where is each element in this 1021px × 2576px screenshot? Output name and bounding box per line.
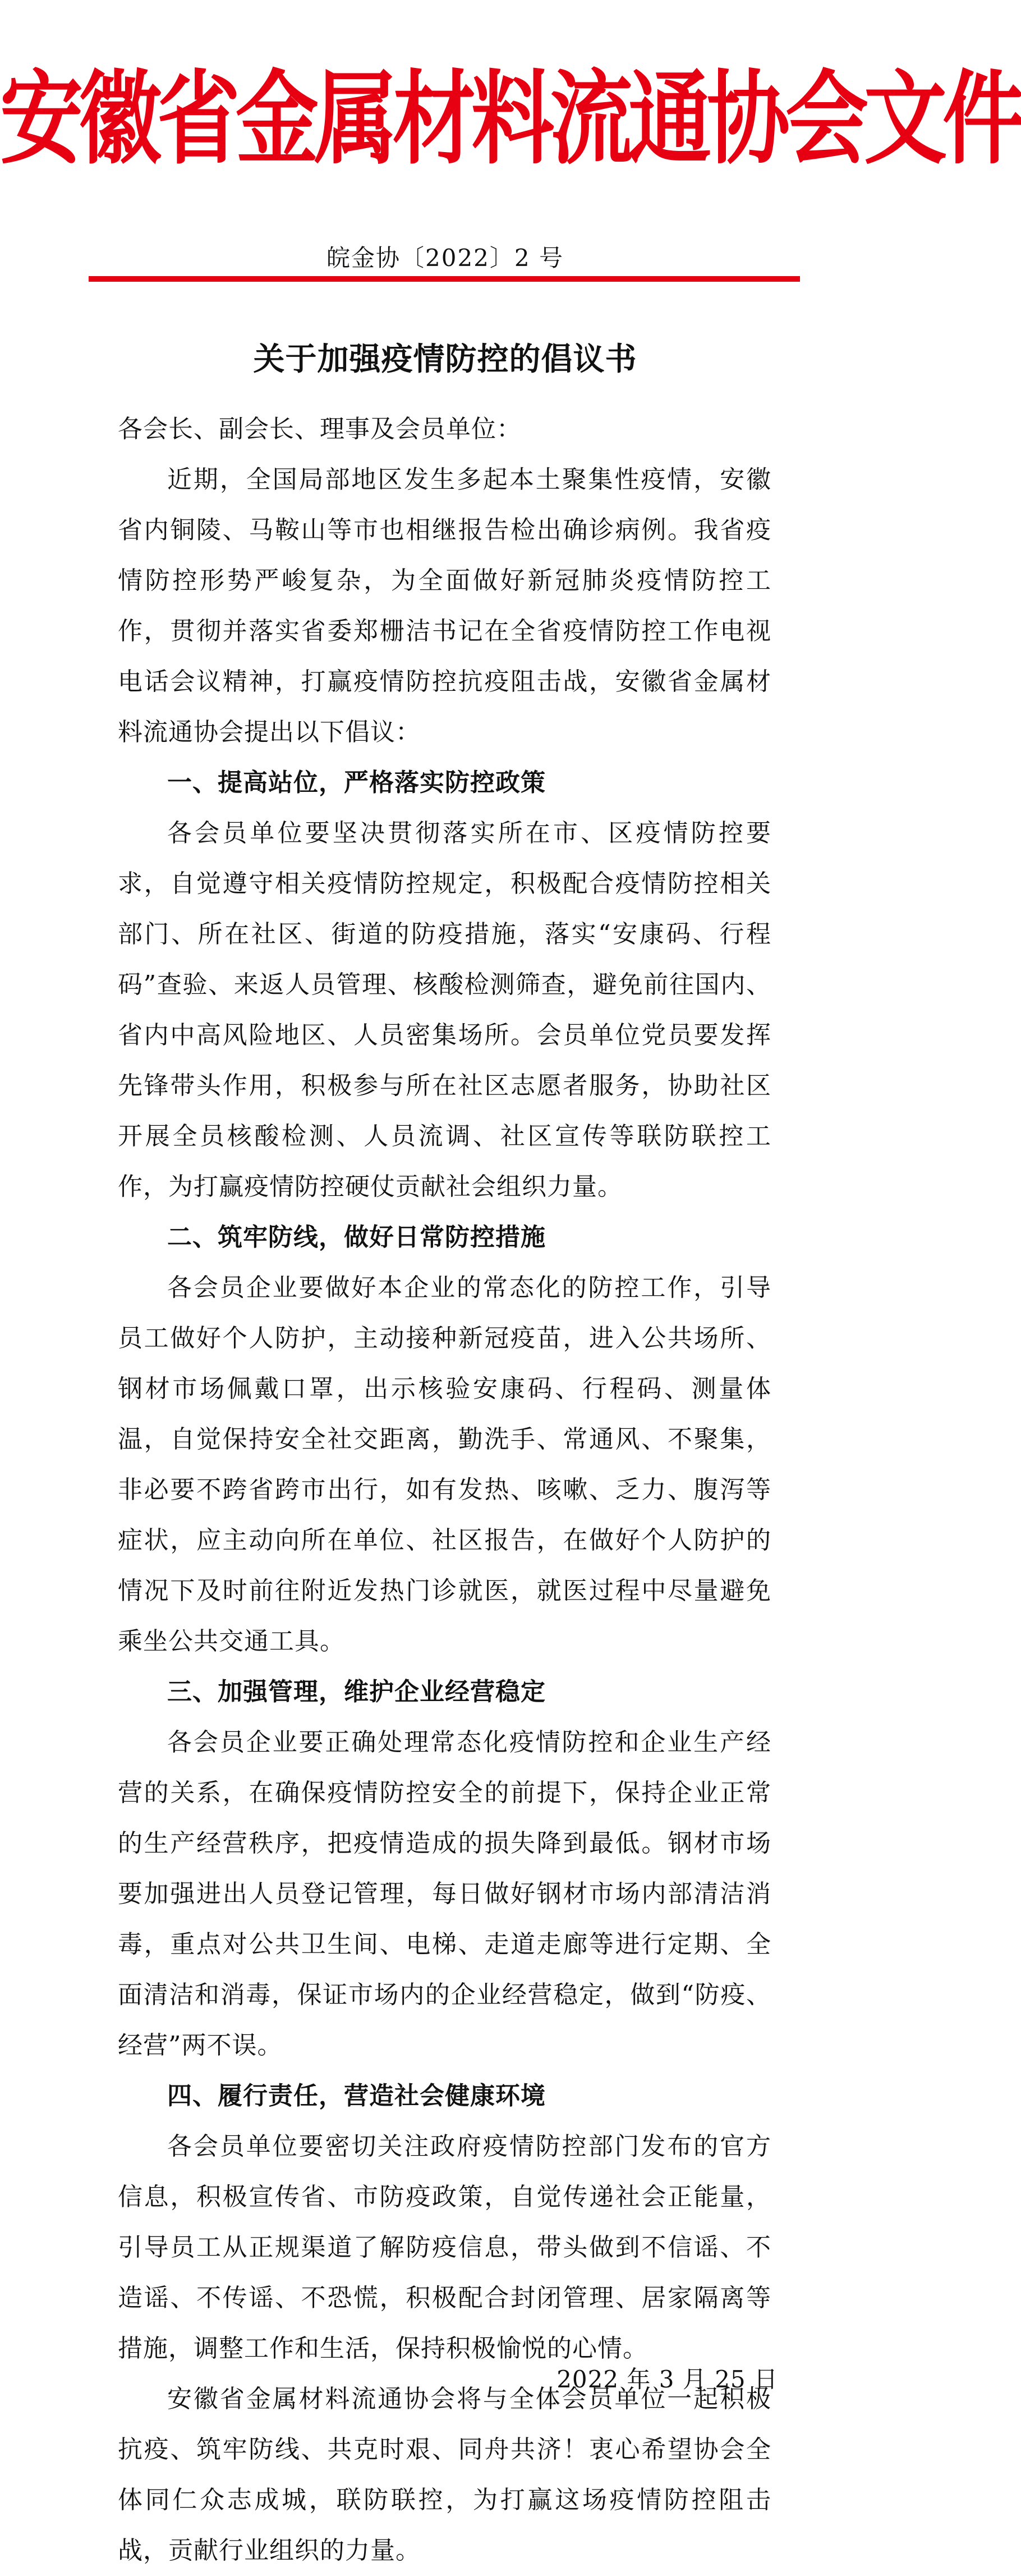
red-divider-line [89, 276, 800, 282]
section-body-1: 各会员单位要坚决贯彻落实所在市、区疫情防控要求，自觉遵守相关疫情防控规定，积极配合疫情防控相关部门、所在社区、街道的防疫措施，落实“安康码、行程码”查验、来返人员管理、核酸检测筛查，避免前往国内、省内中高风险地区、人员密集场所。会员单位党员要发挥先锋带头作用，积极参与所在社区志愿者服务，协助社区开展全员核酸检测、人员流调、社区宣传等联防联控工作，为打赢疫情防控硬仗贡献社会组织力量。 [118, 819, 771, 1201]
intro-paragraph: 近期，全国局部地区发生多起本土聚集性疫情，安徽省内铜陵、马鞍山等市也相继报告检出确诊病例。我省疫情防控形势严峻复杂，为全面做好新冠肺炎疫情防控工作，贯彻并落实省委郑栅洁书记在全省疫情防控工作电视电话会议精神，打赢疫情防控抗疫阻击战，安徽省金属材料流通协会提出以下倡议： [118, 465, 771, 746]
document-number: 皖金协〔2022〕2 号 [326, 244, 564, 272]
section-heading-4: 四、履行责任，营造社会健康环境 [167, 2082, 546, 2110]
section-heading-2: 二、筑牢防线，做好日常防控措施 [167, 1223, 546, 1252]
section-heading-3: 三、加强管理，维护企业经营稳定 [167, 1677, 546, 1706]
section-heading-1: 一、提高站位，严格落实防控政策 [167, 768, 546, 797]
issue-date: 2022 年 3 月 25 日 [557, 2366, 778, 2393]
document-title: 关于加强疫情防控的倡议书 [253, 341, 637, 378]
masthead-title: 安徽省金属材料流通协会文件 [0, 58, 1021, 178]
closing-paragraph: 安徽省金属材料流通协会将与全体会员单位一起积极抗疫、筑牢防线、共克时艰、同舟共济！衷心希望协会全体同仁众志成城，联防联控，为打赢这场疫情防控阻击战，贡献行业组织的力量。 [118, 2385, 771, 2565]
document-body [118, 404, 771, 2576]
salutation: 各会长、副会长、理事及会员单位： [118, 415, 522, 443]
section-body-4: 各会员单位要密切关注政府疫情防控部门发布的官方信息，积极宣传省、市防疫政策，自觉传递社会正能量，引导员工从正规渠道了解防疫信息，带头做到不信谣、不造谣、不传谣、不恐慌，积极配合封闭管理、居家隔离等措施，调整工作和生活，保持积极愉悦的心情。 [118, 2132, 771, 2363]
section-body-3: 各会员企业要正确处理常态化疫情防控和企业生产经营的关系，在确保疫情防控安全的前提下，保持企业正常的生产经营秩序，把疫情造成的损失降到最低。钢材市场要加强进出人员登记管理，每日做好钢材市场内部清洁消毒，重点对公共卫生间、电梯、走道走廊等进行定期、全面清洁和消毒，保证市场内的企业经营稳定，做到“防疫、经营”两不误。 [118, 1728, 771, 2060]
section-body-2: 各会员企业要做好本企业的常态化的防控工作，引导员工做好个人防护，主动接种新冠疫苗，进入公共场所、钢材市场佩戴口罩，出示核验安康码、行程码、测量体温，自觉保持安全社交距离，勤洗手、常通风、不聚集，非必要不跨省跨市出行，如有发热、咳嗽、乏力、腹泻等症状，应主动向所在单位、社区报告，在做好个人防护的情况下及时前往附近发热门诊就医，就医过程中尽量避免乘坐公共交通工具。 [118, 1273, 771, 1656]
